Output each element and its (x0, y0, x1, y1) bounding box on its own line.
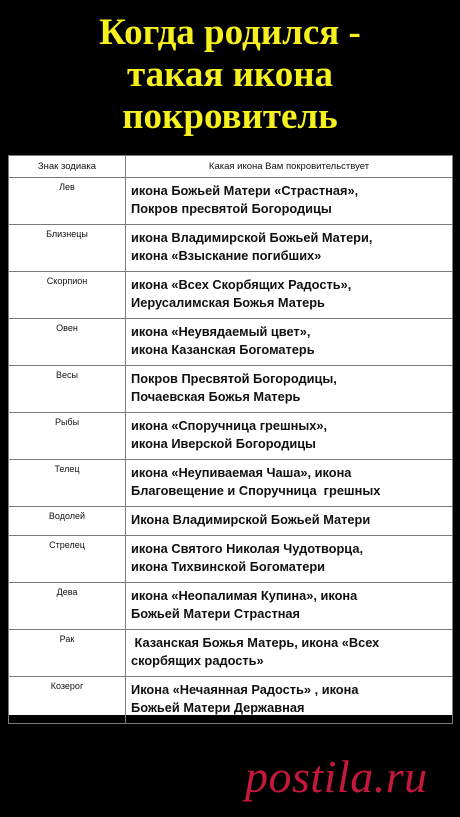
patron-icon-line: Божьей Матери Страстная (131, 606, 301, 621)
patron-icon-cell (126, 536, 453, 583)
zodiac-sign-cell: Лев (9, 178, 126, 225)
table-header-row (9, 156, 453, 178)
patron-icon-line: Покров пресвятой Богородицы (131, 201, 332, 216)
table-row (9, 272, 453, 319)
patron-icon-line: икона «Взыскание погибших» (131, 248, 322, 263)
zodiac-sign-cell: Рыбы (9, 413, 126, 460)
zodiac-sign-cell: Водолей (9, 507, 126, 536)
patron-icon-line: икона Казанская Богоматерь (131, 342, 315, 357)
patron-icon-cell (126, 413, 453, 460)
table-row (9, 366, 453, 413)
page-title (20, 12, 440, 138)
zodiac-sign-cell: Близнецы (9, 225, 126, 272)
patron-icon-cell (126, 677, 453, 724)
table-row (9, 413, 453, 460)
table-row (9, 583, 453, 630)
patron-icon-line: икона Святого Николая Чудотворца, (131, 541, 363, 556)
table-row (9, 536, 453, 583)
table-row (9, 225, 453, 272)
column-header-sign: Знак зодиака (9, 156, 126, 178)
patron-icon-line: икона Владимирской Божьей Матери, (131, 230, 373, 245)
patron-icon-line: икона «Неувядаемый цвет», (131, 324, 311, 339)
patron-icon-cell (126, 460, 453, 507)
zodiac-sign-cell: Дева (9, 583, 126, 630)
table-row (9, 677, 453, 724)
patron-icon-line: Икона «Нечаянная Радость» , икона (131, 682, 359, 697)
zodiac-sign-cell: Стрелец (9, 536, 126, 583)
patron-icon-line: Икона Владимирской Божьей Матери (131, 512, 371, 527)
patron-icon-line: икона «Споручница грешных», (131, 418, 328, 433)
patron-icon-line: Божьей Матери Державная (131, 700, 305, 715)
zodiac-sign-cell: Козерог (9, 677, 126, 724)
patron-icon-line: икона «Всех Скорбящих Радость», (131, 277, 352, 292)
watermark: postila.ru (245, 751, 428, 802)
patron-icon-line: скорбящих радость» (131, 653, 264, 668)
zodiac-sign-cell: Овен (9, 319, 126, 366)
patron-icon-cell (126, 507, 453, 536)
patron-icon-line: Иерусалимская Божья Матерь (131, 295, 325, 310)
patron-icon-line: Покров Пресвятой Богородицы, (131, 371, 337, 386)
title-line: такая икона (126, 54, 334, 95)
patron-icon-cell (126, 583, 453, 630)
table (8, 155, 453, 724)
patron-icon-cell (126, 366, 453, 413)
table-row (9, 178, 453, 225)
patron-icon-cell (126, 319, 453, 366)
patron-icon-cell (126, 225, 453, 272)
table-row (9, 460, 453, 507)
table-body (9, 178, 453, 724)
table-row (9, 507, 453, 536)
title-banner (0, 0, 460, 150)
patron-icon-line: икона Иверской Богородицы (131, 436, 316, 451)
patron-icon-cell (126, 272, 453, 319)
table-row (9, 630, 453, 677)
patron-icon-line: Почаевская Божья Матерь (131, 389, 301, 404)
table-row (9, 319, 453, 366)
title-line: Когда родился - (99, 12, 361, 53)
patron-icon-line: икона Божьей Матери «Страстная», (131, 183, 359, 198)
patron-icon-line: икона «Неопалимая Купина», икона (131, 588, 358, 603)
zodiac-sign-cell: Телец (9, 460, 126, 507)
column-header-icon: Какая икона Вам покровительствует (126, 156, 453, 178)
title-line: покровитель (122, 96, 338, 137)
patron-icon-line: икона «Неупиваемая Чаша», икона (131, 465, 352, 480)
patron-icon-cell (126, 630, 453, 677)
patron-icon-line: икона Тихвинской Богоматери (131, 559, 325, 574)
zodiac-sign-cell: Скорпион (9, 272, 126, 319)
patron-icon-line: Казанская Божья Матерь, икона «Всех (131, 635, 380, 650)
zodiac-icon-table (8, 155, 452, 715)
patron-icon-line: Благовещение и Споручница грешных (131, 483, 381, 498)
zodiac-sign-cell: Рак (9, 630, 126, 677)
patron-icon-cell (126, 178, 453, 225)
zodiac-sign-cell: Весы (9, 366, 126, 413)
